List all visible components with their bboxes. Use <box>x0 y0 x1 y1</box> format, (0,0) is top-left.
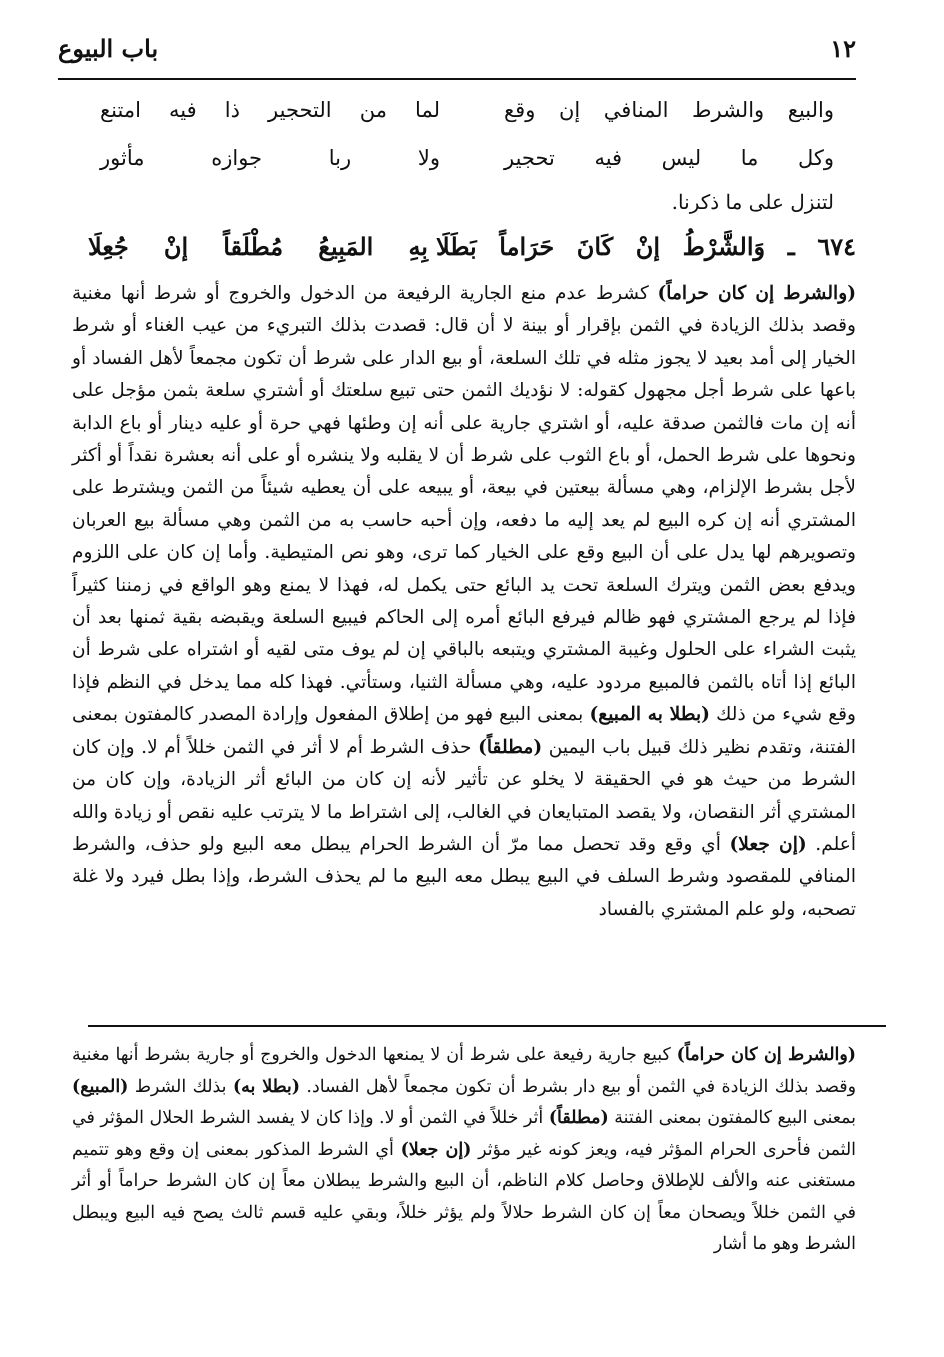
footnote-divider <box>88 1025 886 1027</box>
commentary-text: كشرط عدم منع الجارية الرفيعة من الدخول والخروج أو شرط أنها مغنية وقصد بذلك الزيادة في الثمن بإقرار أو بينة لا أن قال: قصدت بذلك التبريء من عيب الغناء أو شرط الخيار إلى أمد بعيد لا يجوز مثله في تلك السلعة، أو بيع الدار على شرط أن تكون مجمعاً لأهل الفساد أو باعها على شرط أجل مجهول كقوله: لا نؤديك الثمن حتى تبيع سلعتك أو أشتري سلعة بثمن مؤجل على أنه إن مات فالثمن صدقة عليه، أو اشتري جارية على أنه إن وطئها فهي حرة أو عليه دينار أو باع الدابة ونحوها على شرط الحمل، أو باع الثوب على شرط أن لا يقلبه ولا ينشره أو على أنه بعشرة نقداً أو أكثر لأجل بشرط الإلزام، وهي مسألة بيعتين في بيعة، أو يبيعه على أن يعطيه شيئاً من الثمن ويشترط على المشتري أنه إن كره البيع لم يعد إليه ما دفعه، وإن أحبه حاسب به من الثمن وهي مسألة بيع العربان وتصويرهم لها يدل على أن البيع وقع على الخيار كما ترى، وهو نص المتيطية. وأما إن كان على اللزوم ويدفع بعض الثمن ويترك السلعة تحت يد البائع حتى يكمل له، فهذا لا يمنع وهو الواقع في زمننا كثيراً فإذا لم يرجع المشتري فهو ظالم فيرفع البائع أمره إلى الحاكم فيبيع السلعة ويقبضه بقية ثمنها بعد أن يثبت الشراء على الحلول وغيبة المشتري ويتبعه بالباقي إن لم يوف متى لقيه أو اشتراه على شرط أن البائع إذا أتاه بالثمن فالمبيع مردود عليه، وهي مسألة الثنيا، وستأتي. فهذا كله مما يدخل في النظم فإذا وقع شيء من ذلك <box>72 283 856 726</box>
footnote-keyword: (إن جعلا) <box>400 1139 472 1160</box>
main-verse <box>88 232 856 268</box>
verse-first-hemistich: وكل ما ليس فيه تحجير <box>504 146 834 170</box>
verse-second-hemistich: ولا ربا جوازه مأثور <box>100 146 440 170</box>
footnote-text: بذلك الشرط <box>128 1076 233 1097</box>
page-header <box>58 34 856 74</box>
footnote-body <box>72 1040 856 1261</box>
commentary-keyword: (مطلقاً) <box>478 736 543 758</box>
commentary-text: حذف الشرط أم لا أثر في الثمن خللاً أم لا. وإن كان الشرط من حيث هو في الحقيقة لا يخلو عن تأثير لأنه إن كان من البائع أثر الزيادة، وإن كان من المشتري أثر النقصان، ولا يقصد المتبايعان في الغالب، إلى اشتراط ما لا يترتب عليه نقص أو زيادة والله أعلم. <box>72 736 856 855</box>
main-verse-first-text: وَالشَّرْطُ إنْ كَانَ حَرَاماً بَطَلَا <box>436 232 766 261</box>
commentary-text: بمعنى البيع فهو من إطلاق المفعول وإرادة المصدر كالمفتون بمعنى الفتنة، وتقدم نظير ذلك قبيل باب اليمين <box>72 704 856 758</box>
page-number: ١٢ <box>830 34 856 63</box>
verse-first-hemistich: والبيع والشرط المنافي إن وقع <box>504 98 834 122</box>
commentary-text: أي وقع وقد تحصل مما مرّ أن الشرط الحرام يبطل معه البيع ولو حذف، والشرط المنافي للمقصود وشرط السلف في البيع يبطل معه البيع ما لم يحذف الشرط، وإذا بطل فيرد ولا غلة تصحبه، ولو علم المشتري بالفساد <box>72 833 856 920</box>
poem-tail-text: لتنزل على ما ذكرنا. <box>671 190 834 214</box>
footnote-lead: (والشرط إن كان حراماً) <box>676 1045 856 1065</box>
footnote-keyword: (المبيع) <box>72 1076 129 1097</box>
footnote-text: أثر خللاً في الثمن أو لا. وإذا كان لا يفسد الشرط الحلال المؤثر في الثمن فأحرى الحرام المؤثر فيه، ويعز كونه غير مؤثر <box>72 1108 857 1160</box>
commentary-lead: (والشرط إن كان حراماً) <box>657 283 856 304</box>
poem-verse <box>100 146 834 194</box>
footnote-keyword: (بطلا به) <box>232 1076 300 1097</box>
verse-second-hemistich: لما من التحجير ذا فيه امتنع <box>100 98 440 122</box>
footnote-text: أي الشرط المذكور بمعنى إن وقع وهو تتميم مستغنى عنه والألف للإطلاق وحاصل كلام الناظم، أن البيع والشرط يبطلان معاً إن كان الشرط حراماً أو أثر في الثمن خللاً ويصحان معاً إن كان الشرط حلالاً ولم يؤثر خللاً، وبقي عليه قسم ثالث يصح فيه البيع ويبطل الشرط وهو ما أشار <box>72 1139 856 1254</box>
footnote-keyword: (مطلقاً) <box>548 1108 609 1128</box>
chapter-title: باب البيوع <box>58 34 159 63</box>
verse-number: ٦٧٤ ـ <box>787 232 856 261</box>
commentary-keyword: (إن جعلا) <box>729 833 807 855</box>
poem-verse <box>100 98 834 146</box>
main-verse-first-hemistich <box>436 232 856 261</box>
footnote-text: بمعنى البيع كالمفتون بمعنى الفتنة <box>608 1108 857 1128</box>
main-verse-second-hemistich: بِهِ المَبِيعُ مُطْلَقاً إنْ جُعِلَا <box>88 232 428 261</box>
commentary-body <box>72 278 856 926</box>
header-divider <box>58 78 856 80</box>
poem-block <box>100 98 834 194</box>
commentary-keyword: (بطلا به المبيع) <box>589 704 710 726</box>
footnote-text: كبيع جارية رفيعة على شرط أن لا يمنعها الدخول والخروج أو جارية بشرط أنها مغنية وقصد بذلك الزيادة في الثمن أو بيع دار بشرط أن تكون مجمعاً لأهل الفساد. <box>72 1045 856 1097</box>
